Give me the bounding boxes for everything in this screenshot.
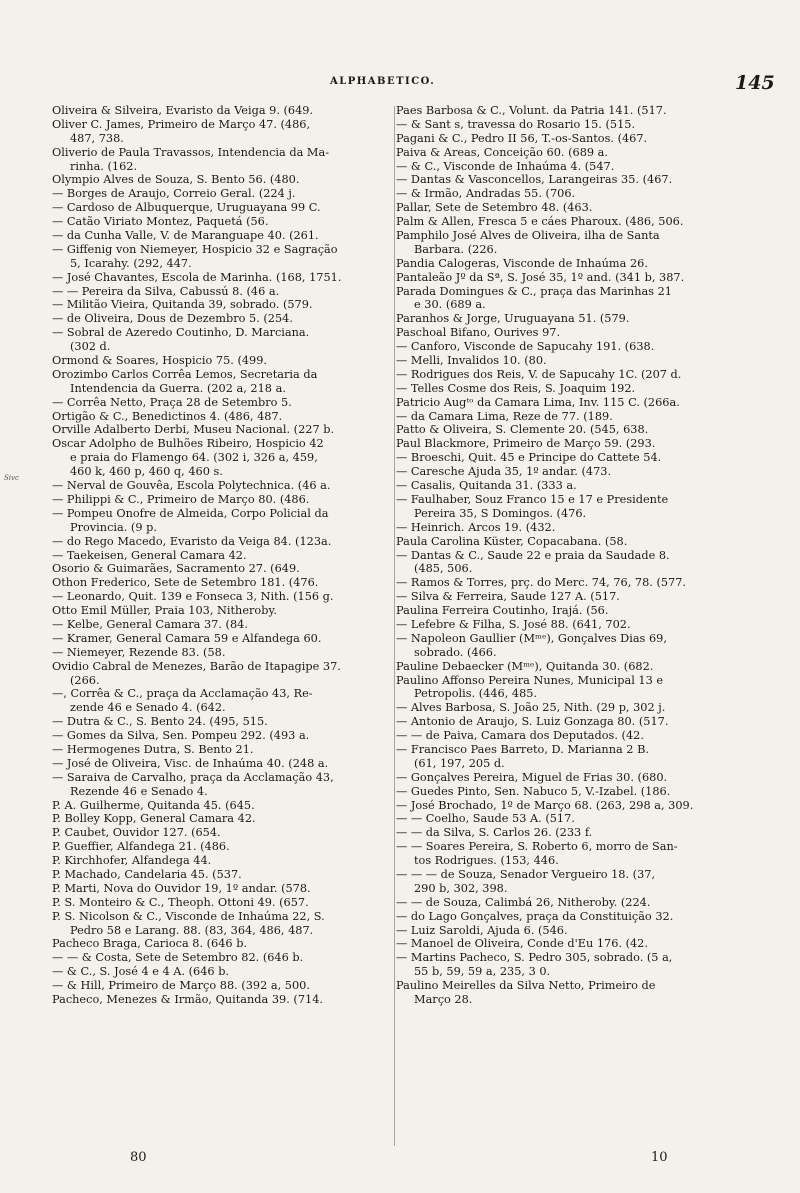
- directory-entry-line: — — Soares Pereira, S. Roberto 6, morro de San-: [396, 840, 678, 854]
- directory-entry-line: — — Pereira da Silva, Cabussú 8. (46 a.: [52, 284, 280, 298]
- directory-entry-line: — & Sant s, travessa do Rosario 15. (515.: [396, 117, 636, 131]
- directory-entry-line: — Gonçalves Pereira, Miguel de Frias 30. (680.: [396, 770, 668, 784]
- directory-entry-line: — Militão Vieira, Quitanda 39, sobrado. (579.: [52, 298, 313, 312]
- directory-entry-line: tos Rodrigues. (153, 446.: [414, 854, 559, 868]
- page-number: 145: [735, 72, 775, 94]
- directory-entry-line: — Napoleon Gaullier (Mᵐᵉ), Gonçalves Dias 69,: [396, 631, 667, 645]
- directory-entry-line: — Heinrich. Arcos 19. (432.: [396, 520, 556, 534]
- directory-entry-line: — Rodrigues dos Reis, V. de Sapucahy 1C. (207 d.: [396, 367, 682, 381]
- directory-entry-line: P. Bolley Kopp, General Camara 42.: [52, 812, 256, 826]
- directory-entry-line: — Manoel de Oliveira, Conde d'Eu 176. (42.: [396, 937, 648, 951]
- directory-entry-line: — Hermogenes Dutra, S. Bento 21.: [52, 742, 254, 756]
- directory-entry-line: — Silva & Ferreira, Saude 127 A. (517.: [396, 590, 620, 604]
- directory-entry-line: — Martins Pacheco, S. Pedro 305, sobrado. (5 a,: [396, 951, 673, 965]
- directory-entry-line: Oliveira & Silveira, Evaristo da Veiga 9. (649.: [52, 104, 314, 117]
- directory-entry-line: — Dantas & Vasconcellos, Larangeiras 35. (467.: [396, 173, 673, 187]
- directory-entry-line: — do Rego Macedo, Evaristo da Veiga 84. (123a.: [52, 534, 332, 548]
- directory-entry-line: — Cardoso de Albuquerque, Uruguayana 99 C.: [52, 201, 321, 215]
- directory-entry-line: Oscar Adolpho de Bulhões Ribeiro, Hospicio 42: [52, 437, 324, 451]
- directory-entry-line: 487, 738.: [70, 131, 124, 145]
- directory-entry-line: Paiva & Areas, Conceição 60. (689 a.: [396, 145, 608, 159]
- directory-entry-line: — & Irmão, Andradas 55. (706.: [396, 187, 576, 201]
- page-header: [0, 72, 800, 96]
- directory-entry-line: — Canforo, Visconde de Sapucahy 191. (638.: [396, 340, 655, 354]
- directory-entry-line: Pandia Calogeras, Visconde de Inhaúma 26.: [396, 256, 648, 270]
- directory-entry-line: — Dutra & C., S. Bento 24. (495, 515.: [52, 715, 268, 729]
- directory-entry-line: — Giffenig von Niemeyer, Hospicio 32 e Sagração: [52, 242, 338, 256]
- directory-entry-line: Paes Barbosa & C., Volunt. da Patria 141. (517.: [396, 104, 667, 117]
- directory-entry-line: Março 28.: [414, 993, 473, 1006]
- directory-entry-line: Pauline Debaecker (Mᵐᵉ), Quitanda 30. (682.: [396, 659, 654, 673]
- directory-entry-line: e 30. (689 a.: [414, 298, 486, 312]
- directory-entry-line: — Leonardo, Quit. 139 e Fonseca 3, Nith. (156 g.: [52, 590, 334, 604]
- directory-entry-line: Orville Adalberto Derbi, Museu Nacional. (227 b.: [52, 423, 335, 437]
- footer-right-number: 10: [651, 1150, 668, 1165]
- directory-entry-line: rinha. (162.: [70, 159, 138, 173]
- directory-entry-line: Otto Emil Müller, Praia 103, Nitheroby.: [52, 604, 277, 618]
- margin-annotation: Sivc: [4, 474, 19, 482]
- directory-entry-line: Oliver C. James, Primeiro de Março 47. (486,: [52, 117, 311, 131]
- directory-entry-line: Intendencia da Guerra. (202 a, 218 a.: [70, 381, 286, 395]
- directory-entry-line: — Kramer, General Camara 59 e Alfandega 60.: [52, 631, 322, 645]
- directory-entry-line: — — — de Souza, Senador Vergueiro 18. (37,: [396, 867, 656, 881]
- directory-entry-line: — Dantas & C., Saude 22 e praia da Saudade 8.: [396, 548, 670, 562]
- directory-entry-line: — — de Paiva, Camara dos Deputados. (42.: [396, 729, 644, 743]
- directory-entry-line: Paul Blackmore, Primeiro de Março 59. (293.: [396, 437, 656, 451]
- directory-entry-line: — da Cunha Valle, V. de Maranguape 40. (261.: [52, 229, 319, 243]
- directory-entry-line: 5, Icarahy. (292, 447.: [70, 256, 192, 270]
- directory-entry-line: — da Camara Lima, Reze de 77. (189.: [396, 409, 613, 423]
- directory-entry-line: — & Hill, Primeiro de Março 88. (392 a, 500.: [52, 979, 310, 993]
- directory-entry-line: Pacheco Braga, Carioca 8. (646 b.: [52, 937, 248, 951]
- directory-entry-line: — Kelbe, General Camara 37. (84.: [52, 617, 248, 631]
- directory-entry-line: — & C., Visconde de Inhaúma 4. (547.: [396, 159, 615, 173]
- directory-entry-line: — Telles Cosme dos Reis, S. Joaquim 192.: [396, 381, 636, 395]
- directory-entry-line: — Borges de Araujo, Correio Geral. (224 j.: [52, 187, 296, 201]
- directory-entry-line: Orozimbo Carlos Corrêa Lemos, Secretaria da: [52, 367, 318, 381]
- directory-entry-line: (485, 506.: [414, 562, 473, 576]
- directory-entry-line: 55 b, 59, 59 a, 235, 3 0.: [414, 965, 551, 979]
- column-divider: [394, 106, 395, 1146]
- directory-entry-line: — José Chavantes, Escola de Marinha. (168, 1751.: [52, 270, 342, 284]
- directory-entry-line: Paranhos & Jorge, Uruguayana 51. (579.: [396, 312, 630, 326]
- directory-entry-line: Paula Carolina Küster, Copacabana. (58.: [396, 534, 628, 548]
- directory-entry-line: Oliverio de Paula Travassos, Intendencia da Ma-: [52, 145, 330, 159]
- directory-entry-line: (61, 197, 205 d.: [414, 756, 505, 770]
- directory-entry-line: —, Corrêa & C., praça da Acclamação 43, Re-: [52, 687, 313, 701]
- directory-entry-line: — Taekeisen, General Camara 42.: [52, 548, 247, 562]
- footer-left-number: 80: [130, 1150, 147, 1165]
- directory-entry-line: — — Coelho, Saude 53 A. (517.: [396, 812, 575, 826]
- directory-entry-line: — Luiz Saroldi, Ajuda 6. (546.: [396, 923, 568, 937]
- directory-entry-line: Pagani & C., Pedro II 56, T.-os-Santos. (467.: [396, 131, 648, 145]
- directory-entry-line: — Lefebre & Filha, S. José 88. (641, 702.: [396, 617, 631, 631]
- directory-entry-line: P. S. Monteiro & C., Theoph. Ottoni 49. (657.: [52, 895, 309, 909]
- directory-entry-line: 460 k, 460 p, 460 q, 460 s.: [70, 465, 223, 479]
- directory-entry-line: Pereira 35, S Domingos. (476.: [414, 506, 587, 520]
- directory-entry-line: Osorio & Guimarães, Sacramento 27. (649.: [52, 562, 300, 576]
- directory-entry-line: P. S. Nicolson & C., Visconde de Inhaúma 22, S.: [52, 909, 325, 923]
- directory-entry-line: — — da Silva, S. Carlos 26. (233 f.: [396, 826, 593, 840]
- directory-entry-line: — Ramos & Torres, prç. do Merc. 74, 76, 78. (577.: [396, 576, 687, 590]
- directory-entry-line: — Corrêa Netto, Praça 28 de Setembro 5.: [52, 395, 292, 409]
- directory-entry-line: Rezende 46 e Senado 4.: [70, 784, 208, 798]
- directory-entry-line: Patto & Oliveira, S. Clemente 20. (545, 638.: [396, 423, 649, 437]
- directory-entry-line: P. Caubet, Ouvidor 127. (654.: [52, 826, 221, 840]
- directory-entry-line: — Antonio de Araujo, S. Luiz Gonzaga 80. (517.: [396, 715, 669, 729]
- directory-entry-line: Paulina Ferreira Coutinho, Irajá. (56.: [396, 604, 609, 618]
- directory-entry-line: Pacheco, Menezes & Irmão, Quitanda 39. (714.: [52, 993, 323, 1006]
- directory-entry-line: Pedro 58 e Larang. 88. (83, 364, 486, 487.: [70, 923, 314, 937]
- directory-entry-line: P. Kirchhofer, Alfandega 44.: [52, 854, 212, 868]
- directory-entry-line: P. Marti, Nova do Ouvidor 19, 1º andar. (578.: [52, 881, 311, 895]
- directory-entry-line: — — & Costa, Sete de Setembro 82. (646 b.: [52, 951, 304, 965]
- directory-entry-line: Ormond & Soares, Hospicio 75. (499.: [52, 354, 268, 368]
- directory-entry-line: — Saraiva de Carvalho, praça da Acclamação 43,: [52, 770, 334, 784]
- directory-entry-line: Parada Domingues & C., praça das Marinhas 21: [396, 284, 672, 298]
- directory-entry-line: 290 b, 302, 398.: [414, 881, 508, 895]
- directory-entry-line: Ortigão & C., Benedictinos 4. (486, 487.: [52, 409, 283, 423]
- directory-entry-line: Pantaleão Jº da Sª, S. José 35, 1º and. (341 b, 387.: [396, 270, 685, 284]
- directory-entry-line: Palm & Allen, Fresca 5 e cáes Pharoux. (486, 506.: [396, 215, 684, 229]
- directory-entry-line: — Melli, Invalidos 10. (80.: [396, 354, 547, 368]
- directory-entry-line: e praia do Flamengo 64. (302 i, 326 a, 459,: [70, 451, 318, 465]
- directory-entry-line: P. A. Guilherme, Quitanda 45. (645.: [52, 798, 255, 812]
- directory-entry-line: Paschoal Bifano, Ourives 97.: [396, 326, 561, 340]
- directory-entry-line: (266.: [70, 673, 100, 687]
- directory-entry-line: Barbara. (226.: [414, 242, 498, 256]
- directory-entry-line: P. Machado, Candelaria 45. (537.: [52, 867, 242, 881]
- directory-entry-line: P. Gueffier, Alfandega 21. (486.: [52, 840, 230, 854]
- directory-entry-line: — — de Souza, Calimbá 26, Nitheroby. (224.: [396, 895, 651, 909]
- directory-entry-line: — Francisco Paes Barreto, D. Marianna 2 B.: [396, 742, 649, 756]
- directory-entry-line: Othon Frederico, Sete de Setembro 181. (476.: [52, 576, 319, 590]
- directory-entry-line: — Gomes da Silva, Sen. Pompeu 292. (493 a.: [52, 729, 310, 743]
- directory-entry-line: Olympio Alves de Souza, S. Bento 56. (480.: [52, 173, 300, 187]
- directory-entry-line: — Faulhaber, Souz Franco 15 e 17 e Presidente: [396, 492, 669, 506]
- directory-entry-line: Provincia. (9 p.: [70, 520, 157, 534]
- directory-entry-line: Pamphilo José Alves de Oliveira, ilha de Santa: [396, 229, 660, 243]
- directory-entry-line: — José de Oliveira, Visc. de Inhaúma 40. (248 a.: [52, 756, 329, 770]
- directory-entry-line: — Caresche Ajuda 35, 1º andar. (473.: [396, 465, 612, 479]
- directory-entry-line: — Sobral de Azeredo Coutinho, D. Marciana.: [52, 326, 310, 340]
- directory-entry-line: — & C., S. José 4 e 4 A. (646 b.: [52, 965, 230, 979]
- directory-entry-line: — Philippi & C., Primeiro de Março 80. (486.: [52, 492, 310, 506]
- directory-entry-line: — Guedes Pinto, Sen. Nabuco 5, V.-Izabel. (186.: [396, 784, 671, 798]
- directory-entry-line: Ovidio Cabral de Menezes, Barão de Itapagipe 37.: [52, 659, 341, 673]
- directory-entry-line: sobrado. (466.: [414, 645, 497, 659]
- directory-entry-line: — do Lago Gonçalves, praça da Constituição 32.: [396, 909, 674, 923]
- directory-entry-line: — Niemeyer, Rezende 83. (58.: [52, 645, 226, 659]
- directory-entry-line: — Alves Barbosa, S. João 25, Nith. (29 p, 302 j.: [396, 701, 666, 715]
- right-column: [396, 104, 774, 1007]
- directory-entry-line: — José Brochado, 1º de Março 68. (263, 298 a, 309.: [396, 798, 694, 812]
- directory-entry-line: — de Oliveira, Dous de Dezembro 5. (254.: [52, 312, 293, 326]
- directory-entry-line: Paulino Meirelles da Silva Netto, Primeiro de: [396, 979, 656, 993]
- directory-entry-line: (302 d.: [70, 340, 111, 354]
- page-title: ALPHABETICO.: [330, 76, 436, 87]
- directory-entry-line: Paulino Affonso Pereira Nunes, Municipal 13 e: [396, 673, 664, 687]
- directory-entry-line: zende 46 e Senado 4. (642.: [70, 701, 226, 715]
- directory-entry-line: — Casalis, Quitanda 31. (333 a.: [396, 479, 577, 493]
- left-column: [52, 104, 394, 1007]
- directory-entry-line: Pallar, Sete de Setembro 48. (463.: [396, 201, 593, 215]
- directory-entry-line: Patricio Augᵗᵒ da Camara Lima, Inv. 115 C. (266a.: [396, 395, 680, 409]
- directory-entry-line: — Nerval de Gouvêa, Escola Polytechnica. (46 a.: [52, 479, 331, 493]
- directory-entry-line: Petropolis. (446, 485.: [414, 687, 538, 701]
- directory-entry-line: — Pompeu Onofre de Almeida, Corpo Policial da: [52, 506, 329, 520]
- directory-entry-line: — Catão Viriato Montez, Paquetá (56.: [52, 215, 269, 229]
- directory-entry-line: — Broeschi, Quit. 45 e Principe do Cattete 54.: [396, 451, 662, 465]
